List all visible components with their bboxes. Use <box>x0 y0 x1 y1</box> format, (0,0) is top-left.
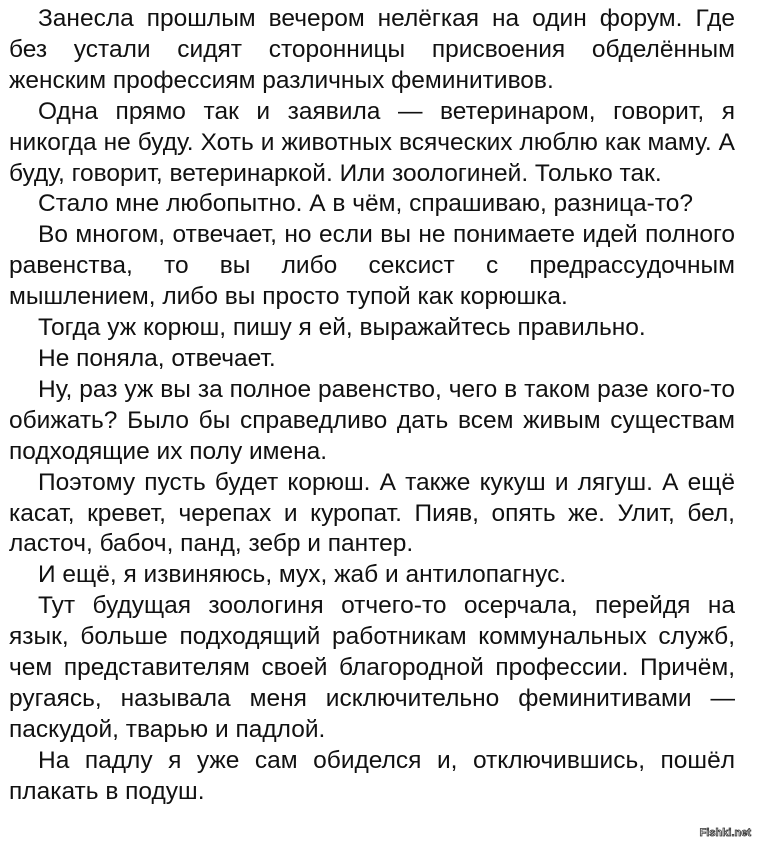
paragraph: Во многом, отвечает, но если вы не понимаете идей полного равенства, то вы либо сексист с предрассудочным мышлением, либо вы просто тупой как корюшка. <box>9 221 735 311</box>
paragraph: Не поняла, отвечает. <box>38 344 276 372</box>
paragraph: Тут будущая зоологиня отчего-то осерчала, перейдя на язык, больше подходящий работникам коммунальных служб, чем представителям своей благородной профессии. Причём, ругаясь, называла меня исключительно феминитивами — паскудой, тварью и падлой. <box>9 592 735 743</box>
paragraph: Ну, раз уж вы за полное равенство, чего в таком разе кого-то обижать? Было бы справедливо дать всем живым существам подходящие их полу имена. <box>9 375 735 465</box>
paragraph: Поэтому пусть будет корюш. А также кукуш и лягуш. А ещё касат, кревет, черепах и куропат. Пияв, опять же. Улит, бел, ласточ, бабоч, панд, зебр и пантер. <box>9 468 735 558</box>
paragraph: Стало мне любопытно. А в чём, спрашиваю, разница-то? <box>38 190 693 218</box>
paragraph: Тогда уж корюш, пишу я ей, выражайтесь правильно. <box>38 314 646 342</box>
paragraph: Одна прямо так и заявила — ветеринаром, говорит, я никогда не буду. Хоть и животных всяческих люблю как маму. А буду, говорит, ветеринаркой. Или зоологиней. Только так. <box>9 97 735 187</box>
paragraph: И ещё, я извиняюсь, мух, жаб и антилопагнус. <box>38 561 567 589</box>
watermark: Fishki.net <box>699 827 751 839</box>
paragraph: Занесла прошлым вечером нелёгкая на один форум. Где без устали сидят сторонницы присвоения обделённым женским профессиям различных феминитивов. <box>9 5 735 94</box>
paragraph: На падлу я уже сам обиделся и, отключившись, пошёл плакать в подуш. <box>9 746 735 805</box>
story-text <box>9 4 735 808</box>
